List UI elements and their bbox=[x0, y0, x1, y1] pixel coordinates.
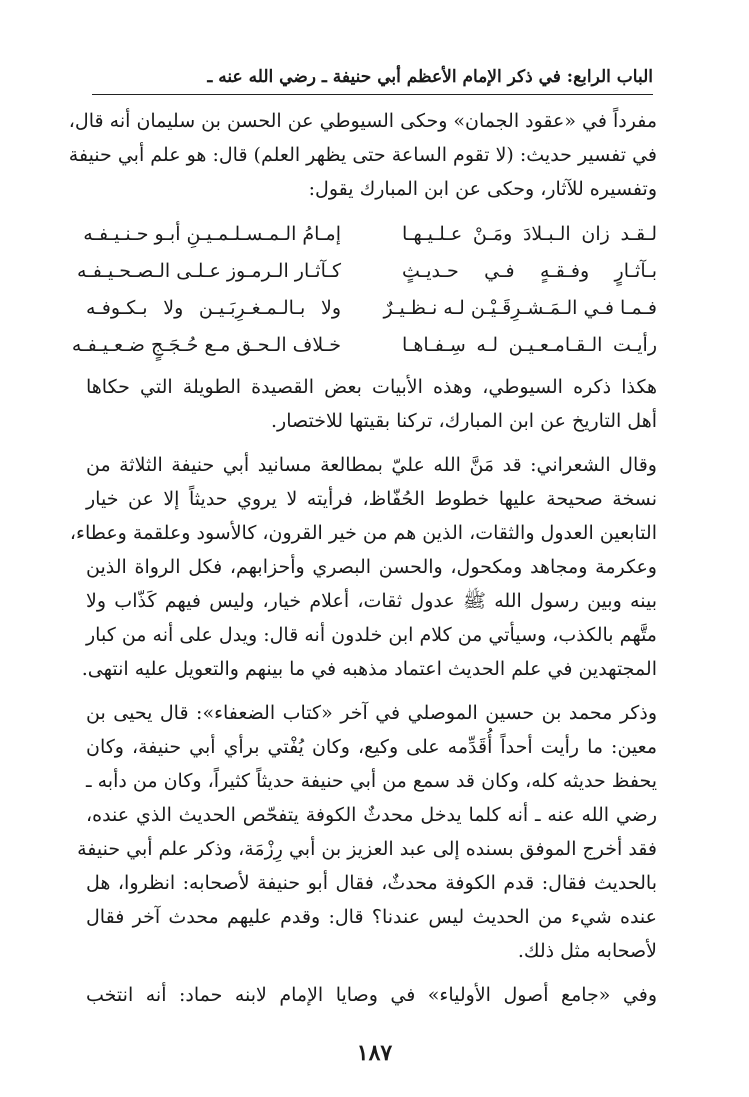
verse-second-hemistich: كـآثـار الـرمـوز عـلـى الـصـحـيـفـه bbox=[77, 260, 341, 282]
text-line: معين: ما رأيت أحداً أُقَدِّمه على وكيع، وكان يُفْتي برأي أبي حنيفة، وكان bbox=[86, 736, 657, 758]
text-line: فقد أخرج الموفق بسنده إلى عبد العزيز بن أبي رِزْمَة، وذكر علم أبي حنيفة bbox=[77, 838, 657, 860]
text-line: وفي «جامع أصول الأولياء» في وصايا الإمام لابنه حماد: أنه انتخب bbox=[86, 984, 657, 1006]
poem-verse bbox=[86, 290, 657, 327]
verse-first-hemistich: بـآثـارٍ وفـقـهٍ فـي حـديـثٍ bbox=[402, 260, 657, 282]
paragraph-intro bbox=[68, 104, 657, 206]
text-line: هكذا ذكره السيوطي، وهذه الأبيات بعض القصيدة الطويلة التي حكاها bbox=[86, 376, 657, 398]
text-line: وقال الشعراني: قد مَنَّ الله عليّ بمطالعة مسانيد أبي حنيفة الثلاثة من bbox=[86, 454, 657, 476]
paragraph-suyuti bbox=[86, 370, 657, 438]
text-line: بالحديث فقال: قدم الكوفة محدثٌ، فقال أبو حنيفة لأصحابه: انظروا، هل bbox=[86, 872, 657, 894]
verse-second-hemistich: إمـامُ الـمـسـلـمـيـنِ أبـو حـنـيـفـه bbox=[83, 223, 341, 245]
verse-first-hemistich: لـقـد زان الـبـلادَ ومَـنْ عـلـيـهـا bbox=[402, 223, 657, 245]
poem bbox=[71, 216, 657, 364]
text-line: مفرداً في «عقود الجمان» وحكى السيوطي عن الحسن بن سليمان أنه قال، bbox=[68, 110, 657, 132]
poem-verse bbox=[71, 327, 657, 364]
body-text bbox=[68, 104, 657, 1012]
text-line: لأصحابه مثل ذلك. bbox=[517, 940, 657, 962]
text-line: رضي الله عنه ـ أنه كلما يدخل محدثٌ الكوفة يتفحّص الحديث الذي عنده، bbox=[86, 804, 657, 826]
text-line: التابعين العدول والثقات، الذين هم من خير القرون، كالأسود وعلقمة وعطاء، bbox=[69, 522, 657, 544]
text-line: وتفسيره للآثار، وحكى عن ابن المبارك يقول: bbox=[308, 178, 657, 200]
text-line: المجتهدين في علم الحديث اعتماد مذهبه في ما بينهم والتعويل عليه انتهى. bbox=[81, 658, 657, 680]
verse-first-hemistich: رأيـت الـقـامـعـيـن لـه سِـفـاهـا bbox=[402, 334, 657, 356]
verse-second-hemistich: ولا بـالـمـغـرِبَـيـن ولا بـكـوفـه bbox=[86, 297, 341, 319]
verse-first-hemistich: فـمـا فـي الـمَـشـرِقَـيْـن لـه نـظـيـرٌ bbox=[383, 297, 657, 319]
poem-verse bbox=[83, 216, 657, 253]
paragraph-shaarani bbox=[69, 448, 657, 686]
text-line: أهل التاريخ عن ابن المبارك، تركنا بقيتها للاختصار. bbox=[271, 410, 657, 432]
text-line: عنده شيء من الحديث ليس عندنا؟ قال: وقدم عليهم محدث آخر فقال bbox=[86, 906, 657, 928]
text-line: متَّهم بالكذب، وسيأتي من كلام ابن خلدون أنه قال: ويدل على أنه من كبار bbox=[86, 624, 657, 646]
running-header: الباب الرابع: في ذكر الإمام الأعظم أبي حنيفة ـ رضي الله عنه ـ bbox=[92, 64, 653, 95]
paragraph-mawsili bbox=[77, 696, 657, 968]
page-number: ١٨٧ bbox=[356, 1040, 393, 1066]
text-line: يحفظ حديثه كله، وكان قد سمع من أبي حنيفة حديثاً كثيراً، وكان من دأبه ـ bbox=[86, 770, 657, 792]
text-line: بينه وبين رسول الله ﷺ عدول ثقات، أعلام خيار، وليس فيهم كَذّاب ولا bbox=[86, 590, 657, 612]
poem-verse bbox=[77, 253, 657, 290]
verse-second-hemistich: خـلاف الـحـق مـع حُـجَـجٍ ضـعـيـفـه bbox=[71, 334, 341, 356]
text-line: وعكرمة ومجاهد ومكحول، والحسن البصري وأحزابهم، فكل الرواة الذين bbox=[86, 556, 657, 578]
text-line: وذكر محمد بن حسين الموصلي في آخر «كتاب الضعفاء»: قال يحيى بن bbox=[86, 702, 657, 724]
text-line: نسخة صحيحة عليها خطوط الحُفّاظ، فرأيته لا يروي حديثاً إلا عن خيار bbox=[86, 488, 657, 510]
text-line: في تفسير حديث: (لا تقوم الساعة حتى يظهر العلم) قال: هو علم أبي حنيفة bbox=[68, 144, 657, 166]
paragraph-jami bbox=[86, 978, 657, 1012]
